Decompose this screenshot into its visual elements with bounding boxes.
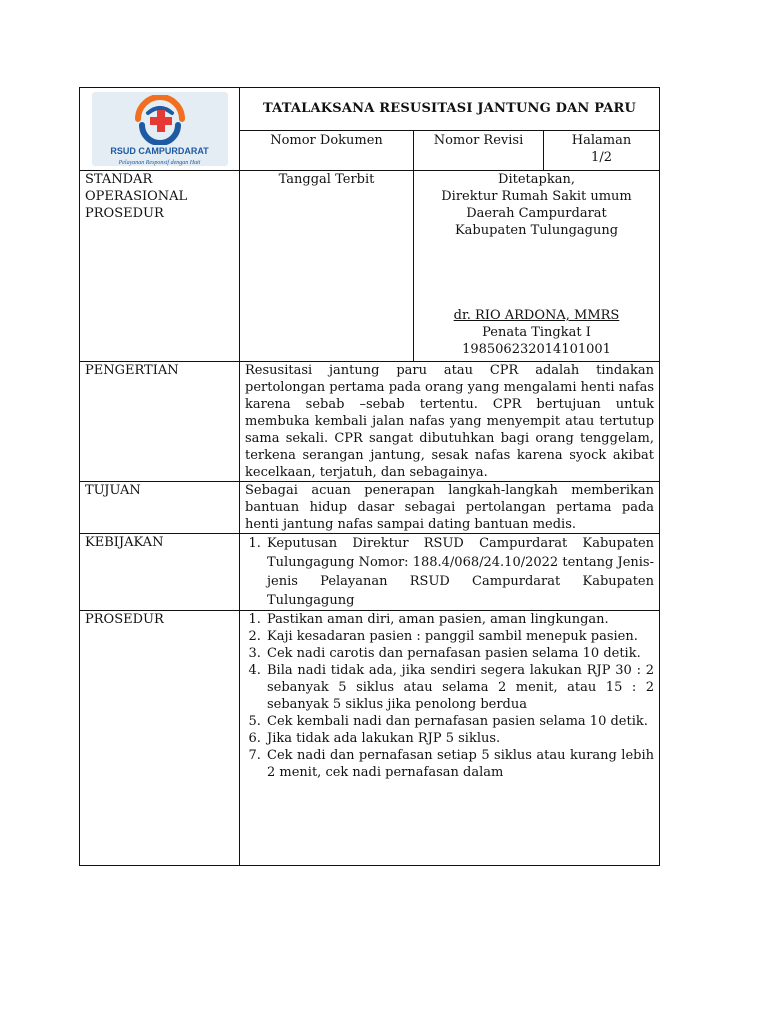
nomor-dokumen-label: Nomor Dokumen (240, 130, 414, 171)
logo-tagline: Pelayanan Responsif dengan Hati (118, 160, 201, 166)
signer-name: dr. RIO ARDONA, MMRS (453, 308, 620, 323)
kebijakan-label: KEBIJAKAN (80, 534, 240, 611)
sop-label-cell (80, 171, 240, 362)
sop-label-line3: PROSEDUR (85, 206, 164, 221)
ditetapkan-line4: Kabupaten Tulungagung (454, 223, 619, 238)
ditetapkan-line1: Ditetapkan, (498, 172, 575, 187)
halaman-cell (544, 130, 660, 171)
tujuan-label: TUJUAN (80, 482, 240, 534)
prosedur-cell (240, 611, 660, 866)
sop-label-line2: OPERASIONAL (85, 189, 188, 204)
kebijakan-item: 1. Keputusan Direktur RSUD Campurdarat Kabupaten Tulungagung Nomor: 188.4/068/24.10/2022 tentang Jenis-jenis Pelayanan RSUD Campurdarat Kabupaten Tulungagung (265, 534, 654, 610)
kebijakan-cell (240, 534, 660, 611)
prosedur-item: 5. Cek kembali nadi dan pernafasan pasien selama 10 detik. (265, 713, 654, 730)
document-title: TATALAKSANA RESUSITASI JANTUNG DAN PARU (240, 88, 660, 131)
ditetapkan-line3: Daerah Campurdarat (466, 206, 607, 221)
sop-label-line1: STANDAR (85, 172, 153, 187)
halaman-label: Halaman (571, 132, 632, 148)
sop-document-table (79, 87, 660, 866)
halaman-value: 1/2 (591, 149, 612, 165)
pengertian-text: Resusitasi jantung paru atau CPR adalah tindakan pertolongan pertama pada orang yang mengalami henti nafas karena sebab –sebab tertentu. CPR bertujuan untuk membuka kembali jalan nafas yang menyempit atau tertutup sama sekali. CPR sangat dibutuhkan bagi orang tenggelam, terkena serangan jantung, sesak nafas karena syock akibat kecelkaan, terjatuh, dan sebagainya. (240, 362, 660, 482)
tanggal-terbit-label: Tanggal Terbit (240, 171, 414, 362)
prosedur-item: 7. Cek nadi dan pernafasan setiap 5 siklus atau kurang lebih 2 menit, cek nadi pernafasan dalam (265, 747, 654, 781)
signer-nip: 198506232014101001 (462, 342, 611, 357)
hospital-cross-logo-icon (128, 95, 192, 145)
prosedur-item: 1. Pastikan aman diri, aman pasien, aman lingkungan. (265, 611, 654, 628)
prosedur-item: 4. Bila nadi tidak ada, jika sendiri segera lakukan RJP 30 : 2 sebanyak 5 siklus atau selama 2 menit, atau 15 : 2 sebanyak 5 siklus jika penolong berdua (265, 662, 654, 713)
prosedur-item: 2. Kaji kesadaran pasien : panggil sambil menepuk pasien. (265, 628, 654, 645)
tujuan-text: Sebagai acuan penerapan langkah-langkah memberikan bantuan hidup dasar sebagai pertolangan pertama pada henti jantung nafas sampai dating bantuan medis. (240, 482, 660, 534)
logo-name: RSUD CAMPURDARAT (110, 146, 209, 156)
approval-cell (414, 171, 660, 362)
signer-rank: Penata Tingkat I (482, 325, 591, 340)
logo-cell (80, 88, 240, 171)
pengertian-label: PENGERTIAN (80, 362, 240, 482)
prosedur-item: 3. Cek nadi carotis dan pernafasan pasien selama 10 detik. (265, 645, 654, 662)
hospital-logo (92, 92, 228, 166)
nomor-revisi-label: Nomor Revisi (414, 130, 544, 171)
ditetapkan-line2: Direktur Rumah Sakit umum (441, 189, 632, 204)
prosedur-label: PROSEDUR (80, 611, 240, 866)
prosedur-item: 6. Jika tidak ada lakukan RJP 5 siklus. (265, 730, 654, 747)
